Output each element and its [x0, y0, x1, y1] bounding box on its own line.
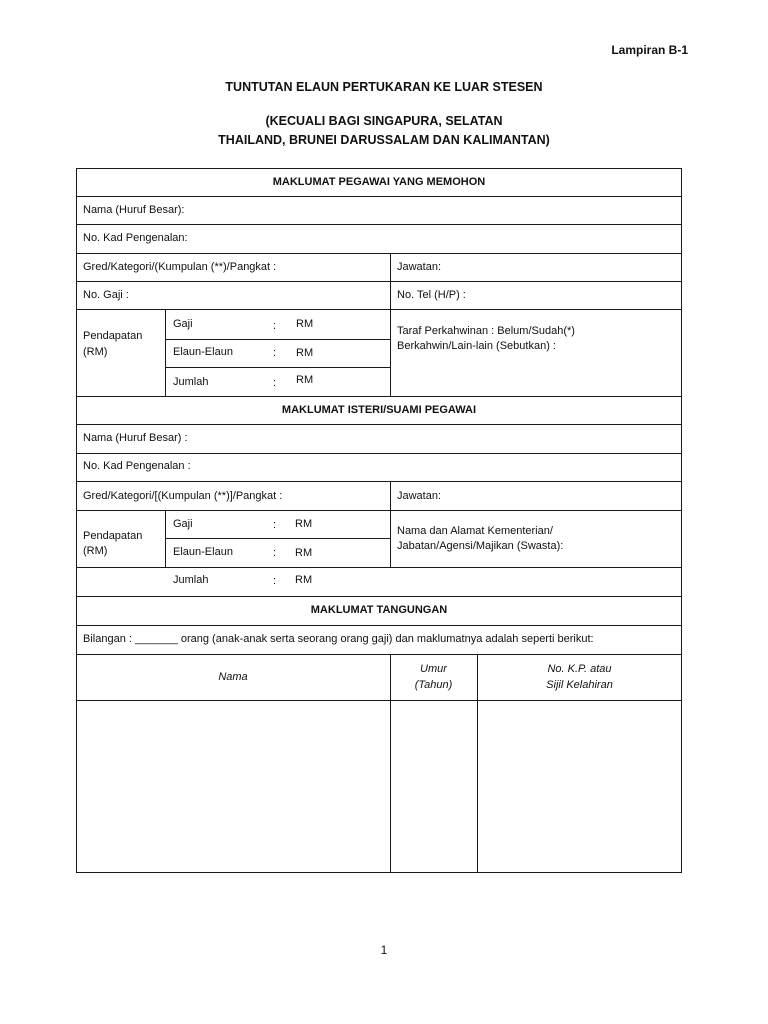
employee-income-unit: (RM) [83, 346, 108, 358]
employee-name-label: Nama (Huruf Besar): [83, 204, 185, 216]
employee-income-row-colon: : [273, 320, 277, 332]
spouse-income-row-colon: : [273, 575, 277, 587]
employee-marital-status-line2: Berkahwin/Lain-lain (Sebutkan) : [397, 340, 556, 352]
spouse-income-row-label: Jumlah [173, 574, 209, 586]
spouse-income-row-currency: RM [295, 574, 313, 586]
employee-income-row-label: Jumlah [173, 376, 209, 388]
dependents-col-id-header-line2: Sijil Kelahiran [546, 679, 613, 691]
spouse-income-row-label: Elaun-Elaun [173, 546, 233, 558]
employee-marital-status-line1: Taraf Perkahwinan : Belum/Sudah(*) [397, 325, 575, 337]
dependents-col-age-unit: (Tahun) [414, 679, 453, 691]
spouse-income-row-label: Gaji [173, 518, 193, 530]
dependents-section-title: MAKLUMAT TANGUNGAN [310, 604, 448, 616]
employee-income-row-colon: : [273, 377, 277, 389]
spouse-section-title: MAKLUMAT ISTERI/SUAMI PEGAWAI [281, 404, 477, 416]
employee-ic-label: No. Kad Pengenalan: [83, 232, 188, 244]
employee-income-row-label: Elaun-Elaun [173, 346, 233, 358]
spouse-income-row-currency: RM [295, 518, 313, 530]
dependents-col-id-header: No. K.P. atau [547, 663, 612, 675]
annex-label: Lampiran B-1 [611, 43, 688, 57]
employee-income-label: Pendapatan [83, 330, 143, 342]
spouse-employer-line1: Nama dan Alamat Kementerian/ [397, 525, 553, 537]
spouse-income-row-colon: : [273, 547, 277, 559]
claim-form-table [76, 168, 682, 873]
employee-position-label: Jawatan: [397, 261, 442, 273]
employee-section-title: MAKLUMAT PEGAWAI YANG MEMOHON [272, 176, 486, 188]
page-number: 1 [380, 943, 388, 957]
spouse-income-label: Pendapatan [83, 530, 143, 542]
spouse-grade-label: Gred/Kategori/[(Kumpulan (**)]/Pangkat : [83, 490, 283, 502]
spouse-position-label: Jawatan: [397, 490, 442, 502]
dependents-count-label: Bilangan : _______ orang (anak-anak serta seorang orang gaji) dan maklumatnya adalah seperti berikut: [83, 633, 594, 645]
spouse-income-unit: (RM) [83, 545, 108, 557]
spouse-income-row-colon: : [273, 519, 277, 531]
employee-income-row-currency: RM [296, 374, 314, 386]
employee-income-row-colon: : [273, 347, 277, 359]
spouse-income-row-currency: RM [295, 547, 313, 559]
dependents-col-name-header: Nama [218, 671, 248, 683]
dependents-col-age-header: Umur [420, 663, 447, 675]
form-subtitle-line2: THAILAND, BRUNEI DARUSSALAM DAN KALIMANTAN) [218, 133, 550, 147]
form-title: TUNTUTAN ELAUN PERTUKARAN KE LUAR STESEN [225, 80, 543, 94]
spouse-name-label: Nama (Huruf Besar) : [83, 432, 188, 444]
spouse-ic-label: No. Kad Pengenalan : [83, 460, 191, 472]
employee-grade-label: Gred/Kategori/(Kumpulan (**)/Pangkat : [83, 261, 277, 273]
form-subtitle-line1: (KECUALI BAGI SINGAPURA, SELATAN [265, 114, 503, 128]
employee-income-row-currency: RM [296, 318, 314, 330]
employee-income-row-label: Gaji [173, 318, 193, 330]
spouse-employer-line2: Jabatan/Agensi/Majikan (Swasta): [397, 540, 564, 552]
employee-income-row-currency: RM [296, 347, 314, 359]
employee-phone-label: No. Tel (H/P) : [397, 289, 466, 301]
employee-salary-no-label: No. Gaji : [83, 289, 129, 301]
